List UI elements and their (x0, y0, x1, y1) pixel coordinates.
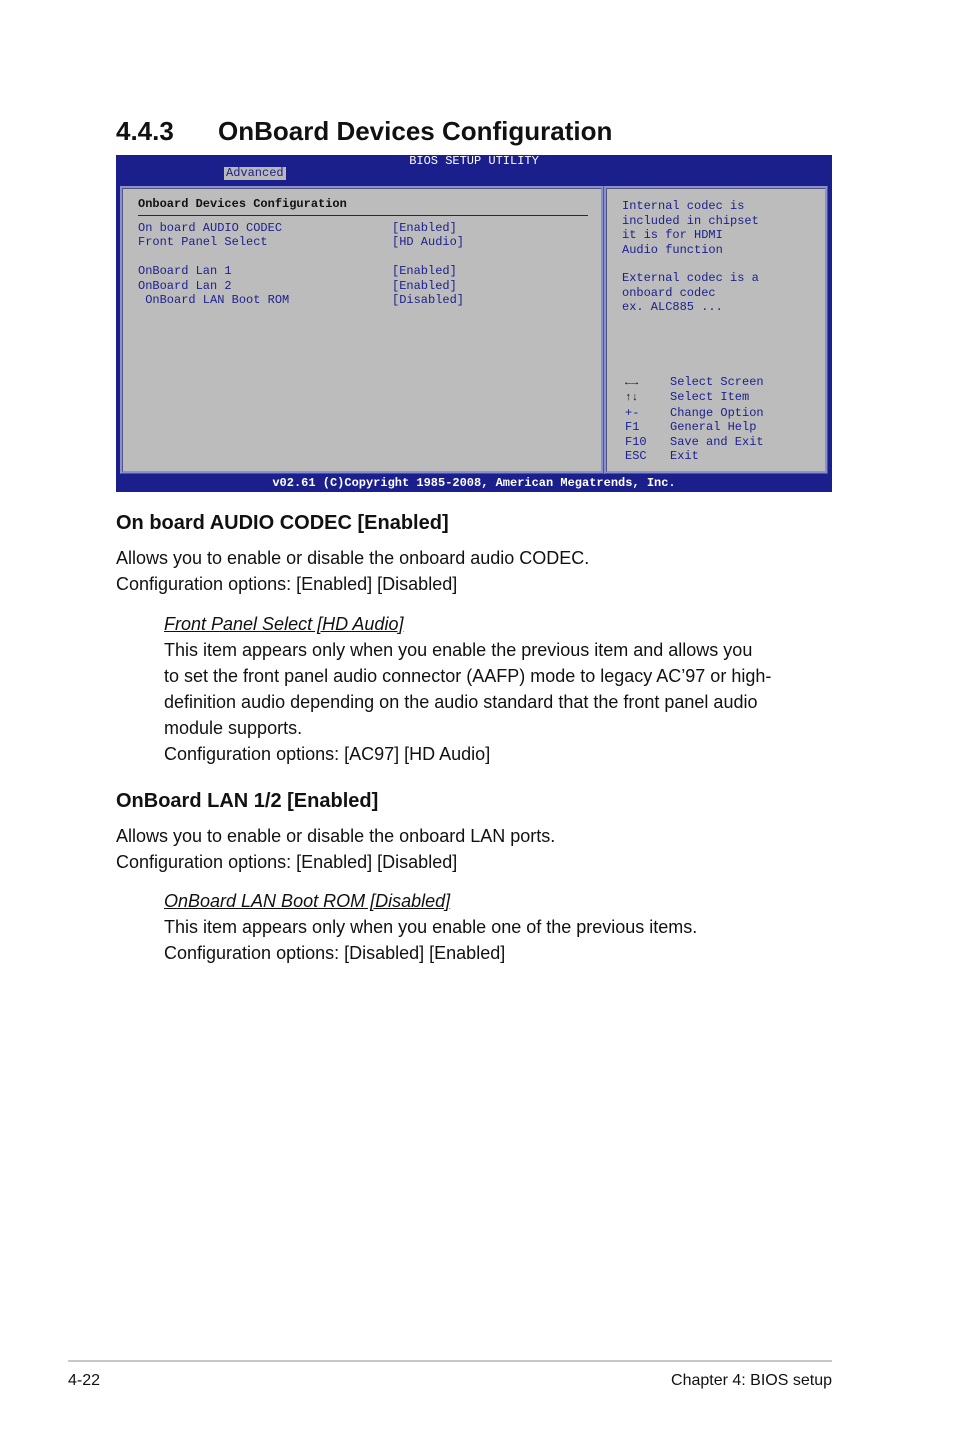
section-number: 4.4.3 (116, 116, 174, 146)
front-panel-desc-3: definition audio depending on the audio standard that the front panel audio (164, 692, 758, 712)
bios-help-panel (604, 186, 828, 474)
key-action: Save and Exit (670, 434, 764, 449)
audio-codec-heading: On board AUDIO CODEC [Enabled] (116, 512, 449, 534)
bios-row-lan-1[interactable] (138, 264, 457, 278)
key-action: Exit (670, 449, 699, 464)
bios-row-label: OnBoard LAN Boot ROM (138, 293, 290, 307)
lan-boot-rom-link: OnBoard LAN Boot ROM [Disabled] (164, 891, 451, 911)
audio-codec-options: Configuration options: [Enabled] [Disabled] (116, 574, 458, 594)
left-right-arrows-icon: ←→ (625, 377, 639, 389)
bios-row-audio-codec[interactable] (138, 221, 457, 235)
key-label: F10 (625, 434, 647, 449)
help-line: Internal codec is (622, 199, 745, 213)
key-row (625, 420, 764, 434)
key-action: General Help (670, 420, 757, 435)
bios-row-lan-boot-rom[interactable] (138, 293, 464, 307)
key-legend (625, 375, 764, 463)
help-line: included in chipset (622, 213, 759, 228)
panel-header: Onboard Devices Configuration (138, 197, 347, 211)
bios-footer: v02.61 (C)Copyright 1985-2008, American Megatrends, Inc. (272, 476, 676, 490)
lan-desc: Allows you to enable or disable the onboard LAN ports. (116, 826, 556, 846)
key-action: Select Item (670, 390, 750, 405)
bios-screen (116, 155, 832, 492)
up-down-arrows-icon: ↑↓ (625, 392, 639, 405)
help-line: ex. ALC885 ... (622, 300, 723, 314)
lan-boot-rom-options: Configuration options: [Disabled] [Enabled] (164, 943, 506, 963)
key-row (625, 435, 764, 449)
bios-row-value: [Enabled] (392, 279, 457, 293)
bios-row-label: Front Panel Select (138, 235, 268, 249)
bios-row-label: On board AUDIO CODEC (138, 221, 283, 235)
front-panel-desc-4: module supports. (164, 718, 303, 738)
key-row (625, 406, 764, 420)
chapter-label: Chapter 4: BIOS setup (671, 1372, 832, 1389)
help-text-internal (622, 199, 759, 257)
lan-boot-rom-desc: This item appears only when you enable one of the previous items. (164, 917, 698, 937)
bios-row-value: [Disabled] (392, 293, 465, 307)
help-line: it is for HDMI (622, 228, 723, 242)
key-row (625, 375, 764, 390)
key-label: F1 (625, 420, 640, 435)
bios-row-lan-2[interactable] (138, 279, 457, 293)
key-label: ESC (625, 449, 647, 464)
bios-title: BIOS SETUP UTILITY (409, 154, 539, 168)
help-text-external (622, 271, 759, 315)
page-number: 4-22 (68, 1372, 101, 1389)
bios-row-front-panel[interactable] (138, 235, 464, 249)
audio-codec-desc: Allows you to enable or disable the onboard audio CODEC. (116, 548, 590, 568)
tab-advanced[interactable]: Advanced (226, 166, 284, 180)
bios-row-value: [HD Audio] (392, 235, 465, 249)
bios-row-value: [Enabled] (392, 264, 457, 278)
key-row (625, 390, 764, 405)
key-action: Select Screen (670, 375, 764, 389)
front-panel-select-link: Front Panel Select [HD Audio] (164, 614, 404, 634)
bios-settings-panel (120, 186, 604, 474)
bios-row-label: OnBoard Lan 2 (138, 279, 232, 293)
help-line: onboard codec (622, 285, 716, 300)
front-panel-desc-1: This item appears only when you enable the previous item and allows you (164, 640, 753, 660)
bios-row-label: OnBoard Lan 1 (138, 264, 232, 278)
lan-boot-rom-title (164, 888, 832, 914)
panel-divider (138, 215, 588, 216)
bios-row-value: [Enabled] (392, 221, 457, 235)
key-action: Change Option (670, 405, 764, 420)
key-label: +- (625, 405, 640, 420)
section-title-text: OnBoard Devices Configuration (218, 116, 613, 146)
footer-divider (68, 1360, 832, 1362)
help-line: External codec is a (622, 271, 759, 285)
front-panel-options: Configuration options: [AC97] [HD Audio] (164, 744, 491, 764)
section-title (116, 116, 612, 147)
lan-options: Configuration options: [Enabled] [Disabled] (116, 852, 458, 872)
lan-heading: OnBoard LAN 1/2 [Enabled] (116, 790, 379, 812)
front-panel-select-title (164, 611, 832, 637)
key-row (625, 449, 764, 463)
front-panel-desc-2: to set the front panel audio connector (AAFP) mode to legacy AC’97 or high- (164, 666, 772, 686)
help-line: Audio function (622, 242, 723, 257)
